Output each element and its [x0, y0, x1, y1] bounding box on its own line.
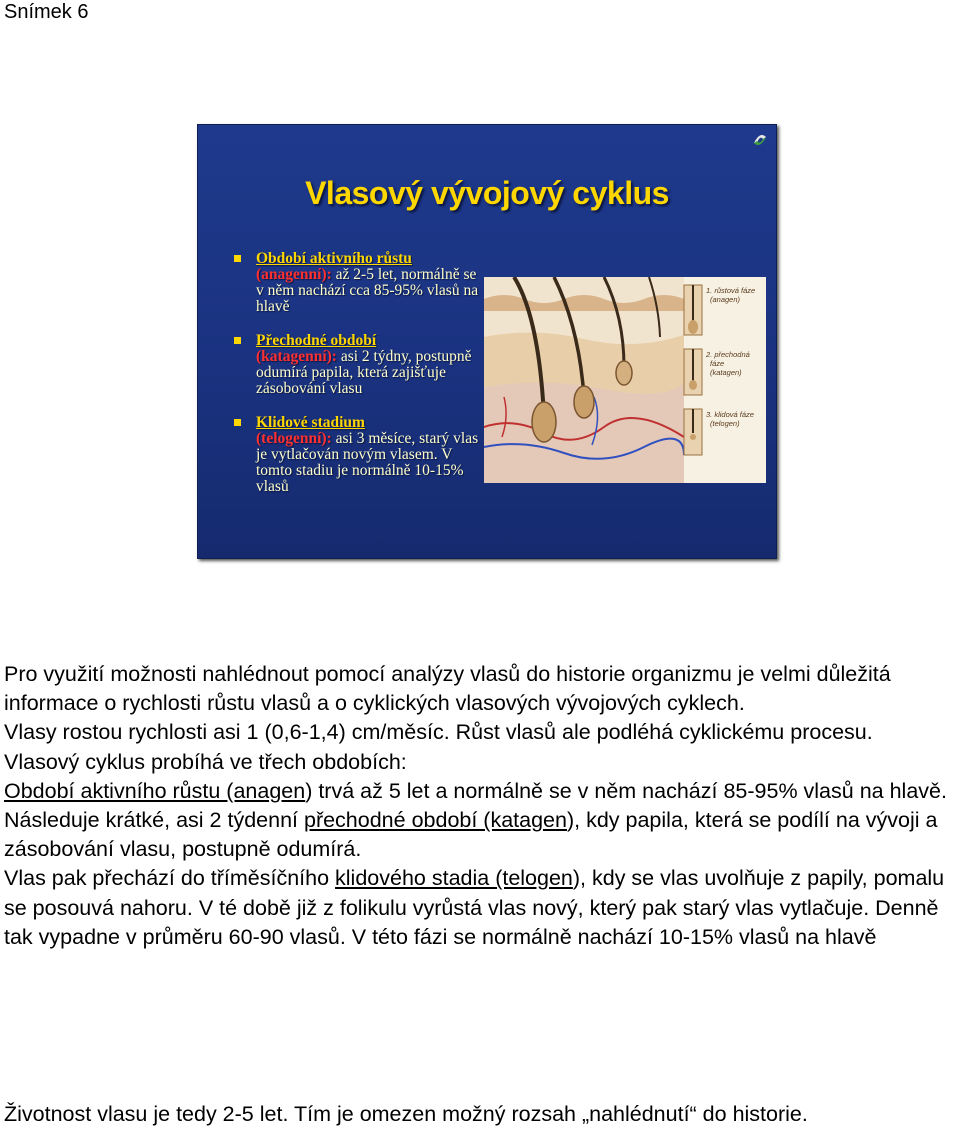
figure-label-katagen-2: fáze [710, 359, 725, 368]
figure-label-katagen-1: 2. přechodná [706, 350, 750, 359]
bullet-text: asi 3 měsíce, starý vlas je vytlačován novým vlasem. V tomto stadiu je normálně 10-15% vlasů [256, 430, 479, 495]
katagen-text-a: Následuje krátké, asi 2 týdenní [4, 808, 304, 833]
page-label: Snímek 6 [4, 1, 89, 23]
paragraph-growth-rate: Vlasy rostou rychlosti asi 1 (0,6-1,4) cm/měsíc. Růst vlasů ale podléhá cyklickému procesu. [4, 720, 873, 745]
anagen-term: Období aktivního růstu (anagen [4, 778, 306, 803]
slide-image [197, 124, 777, 559]
hair-cycle-figure [484, 277, 766, 483]
katagen-term: přechodné období (katagen [303, 808, 567, 833]
paragraph-katagen [4, 806, 960, 864]
anagen-text: ) trvá až 5 let a normálně se v něm nachází 85-95% vlasů na hlavě. [305, 778, 947, 803]
bullet-heading: Přechodné období [256, 332, 377, 349]
katagen-text-b: ), kdy papila, která se podílí na vývoji a zásobování vlasu, postupně odumírá. [4, 808, 938, 862]
paragraph-anagen [4, 777, 960, 806]
bullet-heading: Klidové stadium [256, 414, 365, 431]
slide-title: Vlasový vývojový cyklus [305, 175, 669, 211]
bullet-text: asi 2 týdny, postupně odumírá papila, která zajišťuje zásobování vlasu [256, 348, 472, 397]
slide-bullet-katagen [234, 333, 482, 397]
figure-label-katagen-3: (katagen) [710, 368, 742, 377]
telogen-text-b: ), kdy se vlas uvolňuje z papily, pomalu se posouvá nahoru. V té době již z folikulu vyrůstá vlas nový, který pak starý vlas vytlačuje. Denně tak vypadne v průměru 60-90 vlasů. V této fázi se normálně nachází 10-15% vlasů na hlavě [4, 866, 945, 949]
slide-bullet-telogen [234, 415, 482, 495]
figure-label-telogen-1: 3. klidová fáze [706, 410, 754, 419]
bullet-heading: Období aktivního růstu [256, 250, 412, 267]
paragraph-telogen [4, 864, 960, 952]
bullet-square-icon [234, 419, 241, 426]
bullet-term: (anagenní): [256, 266, 332, 283]
bullet-square-icon [234, 255, 241, 262]
figure-label-anagen-1: 1. růstová fáze [706, 286, 756, 295]
bullet-term: (katagenní): [256, 348, 337, 365]
slide-bullet-anagen [234, 251, 482, 315]
telogen-term: klidového stadia (telogen [335, 866, 573, 891]
telogen-text-a: Vlas pak přechází do tříměsíčního [4, 866, 336, 891]
bullet-text: až 2-5 let, normálně se v něm nachází cca 85-95% vlasů na hlavě [256, 266, 479, 315]
bullet-square-icon [234, 337, 241, 344]
body-text [4, 660, 960, 952]
figure-label-telogen-2: (telogen) [710, 419, 740, 428]
paragraph-intro: Pro využití možnosti nahlédnout pomocí analýzy vlasů do historie organizmu je velmi důležitá informace o rychlosti růstu vlasů a o cyklických vlasových vývojových cyklech. [4, 662, 891, 716]
figure-label-anagen-2: (anagen) [710, 295, 741, 304]
paragraph-lifespan: Životnost vlasu je tedy 2-5 let. Tím je omezen možný rozsah „nahlédnutí“ do historie. [4, 1102, 808, 1126]
hair-follicle-illustration [484, 277, 766, 483]
paragraph-cycle-phases: Vlasový cyklus probíhá ve třech obdobích: [4, 749, 407, 774]
bullet-term: (telogenní): [256, 430, 332, 447]
slide-logo-icon [750, 129, 770, 151]
slide-bullet-list [234, 251, 482, 513]
